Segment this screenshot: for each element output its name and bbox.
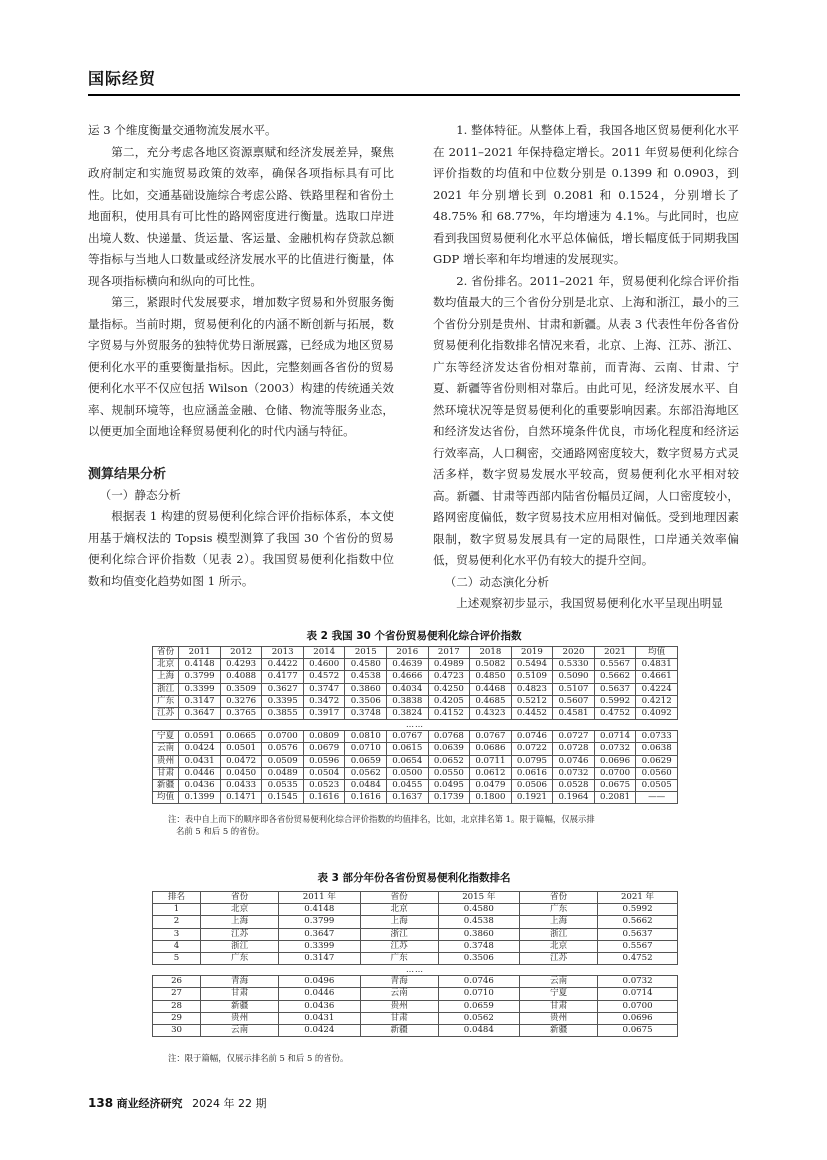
- table-cell: 0.4224: [636, 683, 678, 695]
- table-cell: 0.3399: [279, 940, 360, 952]
- table-cell: 0.0591: [179, 731, 221, 743]
- table-cell: 0.0732: [594, 743, 636, 755]
- table-cell: 0.4468: [470, 683, 512, 695]
- table-header-cell: 2019: [511, 647, 553, 659]
- table-cell: 0.3472: [303, 695, 345, 707]
- table-cell: 0.0728: [553, 743, 595, 755]
- table-cell: 0.5637: [594, 683, 636, 695]
- table-cell: 0.5992: [594, 695, 636, 707]
- table-cell: 0.0679: [303, 743, 345, 755]
- table-cell: 0.4580: [438, 904, 519, 916]
- table-cell: 0.4538: [345, 671, 387, 683]
- table-cell: 0.4422: [262, 659, 304, 671]
- table-cell: 贵州: [360, 1000, 438, 1012]
- table-cell: 0.4600: [303, 659, 345, 671]
- table-cell: 0.5567: [598, 940, 678, 952]
- table-row: [153, 780, 678, 792]
- table-cell: 0.3147: [279, 953, 360, 965]
- table-header-cell: 省份: [520, 892, 598, 904]
- table-cell: 贵州: [153, 755, 179, 767]
- table-cell: 甘肃: [201, 988, 279, 1000]
- table-cell: 0.5109: [511, 671, 553, 683]
- table-cell: 0.1800: [470, 792, 512, 804]
- table-cell: 江苏: [520, 953, 598, 965]
- table-cell: 0.0550: [428, 767, 470, 779]
- table-cell: 0.0433: [220, 780, 262, 792]
- table-cell: 0.3647: [279, 928, 360, 940]
- table-cell: 0.4666: [387, 671, 429, 683]
- table-row: [153, 916, 678, 928]
- table-cell: 0.5567: [594, 659, 636, 671]
- table-cell: 0.0767: [387, 731, 429, 743]
- table-cell: 0.3147: [179, 695, 221, 707]
- table-cell: 新疆: [520, 1025, 598, 1037]
- table-cell: 0.1616: [303, 792, 345, 804]
- table-cell: 4: [153, 940, 201, 952]
- table-cell: 北京: [153, 659, 179, 671]
- table-cell: 0.4088: [220, 671, 262, 683]
- table-cell: 0.1399: [179, 792, 221, 804]
- table-cell: 0.0732: [553, 767, 595, 779]
- table-cell: 0.0431: [279, 1012, 360, 1024]
- table-row: [153, 683, 678, 695]
- table-cell: 0.3838: [387, 695, 429, 707]
- table-cell: 0.0576: [262, 743, 304, 755]
- table-cell: 0.4293: [220, 659, 262, 671]
- table-cell: 0.0523: [303, 780, 345, 792]
- journal-issue: 2024 年 22 期: [192, 1097, 267, 1110]
- table-cell: 0.4538: [438, 916, 519, 928]
- table-cell: 青海: [201, 976, 279, 988]
- table-row: [153, 743, 678, 755]
- table-cell: 0.0505: [636, 780, 678, 792]
- table-cell: 0.0810: [345, 731, 387, 743]
- table-cell: 0.4212: [636, 695, 678, 707]
- table-cell: 1: [153, 904, 201, 916]
- table-cell: 0.3276: [220, 695, 262, 707]
- table-row: [153, 755, 678, 767]
- table-row: [153, 976, 678, 988]
- table-row: [153, 953, 678, 965]
- table-cell: 0.3917: [303, 708, 345, 720]
- table-cell: 0.3509: [220, 683, 262, 695]
- table2: [152, 646, 678, 804]
- table-cell: 0.0450: [220, 767, 262, 779]
- table-cell: 0.0616: [511, 767, 553, 779]
- table-cell: 0.3748: [345, 708, 387, 720]
- ellipsis-cell: ……: [153, 965, 678, 976]
- table-cell: 0.0504: [303, 767, 345, 779]
- table-cell: 0.3765: [220, 708, 262, 720]
- table-cell: 0.3824: [387, 708, 429, 720]
- table-cell: 广东: [360, 953, 438, 965]
- table-cell: 0.5607: [553, 695, 595, 707]
- table-row: [153, 1000, 678, 1012]
- table-cell: 0.4723: [428, 671, 470, 683]
- page-number: 138: [88, 1096, 114, 1110]
- table-cell: 云南: [360, 988, 438, 1000]
- table-cell: 0.0675: [598, 1025, 678, 1037]
- table-cell: 0.0654: [387, 755, 429, 767]
- table-cell: 0.5082: [470, 659, 512, 671]
- table-cell: 0.0696: [598, 1012, 678, 1024]
- table-cell: 0.3860: [345, 683, 387, 695]
- table-cell: 0.3647: [179, 708, 221, 720]
- table-header-cell: 2016: [387, 647, 429, 659]
- table-cell: 0.0562: [345, 767, 387, 779]
- table-row: [153, 904, 678, 916]
- table-cell: 0.3799: [279, 916, 360, 928]
- table-cell: 0.0711: [470, 755, 512, 767]
- table-cell: 0.0431: [179, 755, 221, 767]
- table-header-cell: 2011 年: [279, 892, 360, 904]
- table-row: [153, 988, 678, 1000]
- table-cell: 0.1739: [428, 792, 470, 804]
- table-cell: 0.4850: [470, 671, 512, 683]
- table-header-cell: 排名: [153, 892, 201, 904]
- table-cell: 0.3860: [438, 928, 519, 940]
- table-header-cell: 省份: [201, 892, 279, 904]
- table-cell: 0.4823: [511, 683, 553, 695]
- table-cell: 0.4661: [636, 671, 678, 683]
- table-cell: 0.2081: [594, 792, 636, 804]
- table-header-cell: 2015 年: [438, 892, 519, 904]
- table-row: [153, 928, 678, 940]
- table-cell: 0.0535: [262, 780, 304, 792]
- table-row: [153, 695, 678, 707]
- table2-note-line2: 名前 5 和后 5 的省份。: [176, 826, 265, 836]
- table-header-row: [153, 892, 678, 904]
- table-header-cell: 2020: [553, 647, 595, 659]
- table-header-cell: 2014: [303, 647, 345, 659]
- table-cell: 0.0489: [262, 767, 304, 779]
- table-header-cell: 2015: [345, 647, 387, 659]
- table-cell: 上海: [201, 916, 279, 928]
- journal-name: 商业经济研究: [116, 1097, 183, 1110]
- table-cell: 广东: [520, 904, 598, 916]
- table-cell: 0.0638: [636, 743, 678, 755]
- table-header-cell: 2017: [428, 647, 470, 659]
- table-row: [153, 1012, 678, 1024]
- table-cell: 0.0767: [470, 731, 512, 743]
- table-cell: 0.0506: [511, 780, 553, 792]
- table-row: [153, 940, 678, 952]
- table-cell: 3: [153, 928, 201, 940]
- table-cell: 0.3799: [179, 671, 221, 683]
- table-cell: 甘肃: [153, 767, 179, 779]
- table-cell: 0.4152: [428, 708, 470, 720]
- table-cell: 0.0732: [598, 976, 678, 988]
- table-cell: 0.3506: [438, 953, 519, 965]
- table-cell: 0.0484: [438, 1025, 519, 1037]
- table-ellipsis-row: [153, 720, 678, 731]
- table-cell: 0.0686: [470, 743, 512, 755]
- table-cell: 0.4177: [262, 671, 304, 683]
- table-cell: 0.4581: [553, 708, 595, 720]
- table-cell: 26: [153, 976, 201, 988]
- table-cell: 0.0596: [303, 755, 345, 767]
- table-cell: 0.3399: [179, 683, 221, 695]
- body-paragraph: 上述观察初步显示，我国贸易便利化水平呈现出明显: [456, 596, 723, 610]
- table-cell: 0.5212: [511, 695, 553, 707]
- table-cell: 0.4092: [636, 708, 678, 720]
- table-cell: 0.0436: [179, 780, 221, 792]
- table-cell: 0.3506: [345, 695, 387, 707]
- table-cell: 0.0446: [179, 767, 221, 779]
- table-cell: 新疆: [360, 1025, 438, 1037]
- table-header-cell: 2012: [220, 647, 262, 659]
- table-cell: 0.0446: [279, 988, 360, 1000]
- table-header-cell: 省份: [153, 647, 179, 659]
- table-cell: 0.4752: [598, 953, 678, 965]
- table-cell: 0.5107: [553, 683, 595, 695]
- table-cell: 新疆: [201, 1000, 279, 1012]
- table-cell: 0.0700: [262, 731, 304, 743]
- subsection-heading: （二）动态演化分析: [444, 574, 549, 589]
- table-cell: 0.0659: [345, 755, 387, 767]
- table-cell: 0.0746: [511, 731, 553, 743]
- subsection-heading: （一）静态分析: [99, 487, 181, 502]
- ellipsis-cell: ……: [153, 720, 678, 731]
- table-cell: 30: [153, 1025, 201, 1037]
- table-cell: 27: [153, 988, 201, 1000]
- table-cell: 上海: [153, 671, 179, 683]
- table-cell: 0.0710: [345, 743, 387, 755]
- table-cell: 0.0768: [428, 731, 470, 743]
- table-cell: 0.3855: [262, 708, 304, 720]
- table-cell: 0.0500: [387, 767, 429, 779]
- table-cell: 均值: [153, 792, 179, 804]
- table-cell: 云南: [201, 1025, 279, 1037]
- table-cell: 0.4685: [470, 695, 512, 707]
- page-footer: [88, 1095, 267, 1111]
- table-cell: 0.4580: [345, 659, 387, 671]
- table-cell: 0.0495: [428, 780, 470, 792]
- table-header-cell: 均值: [636, 647, 678, 659]
- table-cell: 0.0652: [428, 755, 470, 767]
- table-header-cell: 2021 年: [598, 892, 678, 904]
- table-cell: 上海: [520, 916, 598, 928]
- table-cell: 浙江: [520, 928, 598, 940]
- table-cell: 0.0501: [220, 743, 262, 755]
- table-cell: 0.0436: [279, 1000, 360, 1012]
- table-cell: 贵州: [201, 1012, 279, 1024]
- table-row: [153, 767, 678, 779]
- table-cell: 0.4148: [179, 659, 221, 671]
- body-paragraph: 第二，充分考虑各地区资源禀赋和经济发展差异，聚焦政府制定和实施贸易政策的效率，确保各项指标具有可比性。比如，交通基础设施综合考虑公路、铁路里程和省份土地面积，使用具有可比性的路网密度进行衡量。选取口岸进出境人数、快递量、货运量、客运量、金融机构存贷款总额等指标与当地人口数量或经济发展水平的比值进行衡量，体现各项指标横向和纵向的可比性。: [88, 144, 394, 288]
- table-cell: 0.0496: [279, 976, 360, 988]
- table3-note: 注：限于篇幅，仅展示排名前 5 和后 5 的省份。: [168, 1053, 349, 1063]
- table-cell: 0.3747: [303, 683, 345, 695]
- table2-note-line1: 注：表中自上而下的顺序即各省份贸易便利化综合评价指数的均值排名，比如，北京排名第 1。限于篇幅，仅展示排: [168, 814, 595, 824]
- section-header: 国际经贸: [88, 69, 157, 88]
- table-header-row: [153, 647, 678, 659]
- table-cell: 0.0479: [470, 780, 512, 792]
- table-cell: 0.0746: [553, 755, 595, 767]
- table-cell: 0.1921: [511, 792, 553, 804]
- table-cell: ——: [636, 792, 678, 804]
- table-cell: 0.0455: [387, 780, 429, 792]
- body-paragraph: 运 3 个维度衡量交通物流发展水平。: [88, 123, 277, 137]
- table-row: [153, 671, 678, 683]
- table-cell: 北京: [520, 940, 598, 952]
- table-cell: 青海: [360, 976, 438, 988]
- table-header-cell: 2018: [470, 647, 512, 659]
- table2-note: [168, 813, 673, 837]
- table-cell: 0.0639: [428, 743, 470, 755]
- table-cell: 0.0665: [220, 731, 262, 743]
- body-paragraph: 第三，紧跟时代发展要求，增加数字贸易和外贸服务衡量指标。当前时期，贸易便利化的内涵不断创新与拓展，数字贸易与外贸服务的独特优势日渐展露，已经成为地区贸易便利化水平的重要衡量指标。因此，完整刻画各省份的贸易便利化水平不仅应包括 Wilson（2003）构建的传统通关效率、规制环境等，也应涵盖金融、仓储、物流等服务业态，以便更加全面地诠释贸易便利化的时代内涵与特征。: [88, 295, 394, 438]
- table-cell: 0.0560: [636, 767, 678, 779]
- table-cell: 0.0615: [387, 743, 429, 755]
- table-cell: 0.5330: [553, 659, 595, 671]
- table-cell: 0.0696: [594, 755, 636, 767]
- section-heading: 测算结果分析: [88, 466, 167, 482]
- table-cell: 5: [153, 953, 201, 965]
- table-cell: 江苏: [201, 928, 279, 940]
- table-cell: 0.4205: [428, 695, 470, 707]
- table-cell: 贵州: [520, 1012, 598, 1024]
- table-cell: 宁夏: [520, 988, 598, 1000]
- table-cell: 0.4572: [303, 671, 345, 683]
- table-cell: 0.0700: [594, 767, 636, 779]
- table-header-cell: 2013: [262, 647, 304, 659]
- table-cell: 北京: [360, 904, 438, 916]
- table-cell: 2: [153, 916, 201, 928]
- table-header-cell: 2021: [594, 647, 636, 659]
- table-cell: 0.0509: [262, 755, 304, 767]
- table-cell: 江苏: [360, 940, 438, 952]
- table-cell: 0.0733: [636, 731, 678, 743]
- table-cell: 0.0714: [598, 988, 678, 1000]
- table-ellipsis-row: [153, 965, 678, 976]
- table-cell: 0.4452: [511, 708, 553, 720]
- table2-caption: 表 2 我国 30 个省份贸易便利化综合评价指数: [306, 630, 522, 642]
- table-cell: 0.4034: [387, 683, 429, 695]
- table-cell: 0.3395: [262, 695, 304, 707]
- table-cell: 0.1471: [220, 792, 262, 804]
- table3-caption: 表 3 部分年份各省份贸易便利化指数排名: [317, 872, 511, 884]
- table-cell: 0.0424: [279, 1025, 360, 1037]
- table-cell: 0.0727: [553, 731, 595, 743]
- table-cell: 甘肃: [360, 1012, 438, 1024]
- table-cell: 0.0562: [438, 1012, 519, 1024]
- table-cell: 云南: [153, 743, 179, 755]
- body-paragraph: 1. 整体特征。从整体上看，我国各地区贸易便利化水平在 2011–2021 年保持稳定增长。2011 年贸易便利化综合评价指数的均值和中位数分别是 0.1399 和 0.0903，到 2021 年分别增长到 0.2081 和 0.1524，分别增长了 48.75% 和 68.77%，年均增速为 4.1%。与此同时，也应看到我国贸易便利化水平总体偏低，增长幅度低于同期我国 GDP 增长率和年均增速的发展现实。: [433, 123, 739, 266]
- table-cell: 29: [153, 1012, 201, 1024]
- table-cell: 0.0472: [220, 755, 262, 767]
- table-cell: 0.4989: [428, 659, 470, 671]
- table-cell: 0.0659: [438, 1000, 519, 1012]
- table-cell: 0.4148: [279, 904, 360, 916]
- table-cell: 宁夏: [153, 731, 179, 743]
- table-row: [153, 708, 678, 720]
- table-cell: 0.1545: [262, 792, 304, 804]
- table-row: [153, 1025, 678, 1037]
- table-cell: 0.1964: [553, 792, 595, 804]
- table-cell: 0.0528: [553, 780, 595, 792]
- table-cell: 上海: [360, 916, 438, 928]
- table-cell: 广东: [201, 953, 279, 965]
- table-cell: 甘肃: [520, 1000, 598, 1012]
- table-cell: 0.5494: [511, 659, 553, 671]
- table-cell: 0.5992: [598, 904, 678, 916]
- table-cell: 江苏: [153, 708, 179, 720]
- table-cell: 0.1637: [387, 792, 429, 804]
- table-header-cell: 省份: [360, 892, 438, 904]
- table-cell: 0.4831: [636, 659, 678, 671]
- table-cell: 云南: [520, 976, 598, 988]
- left-column: [88, 120, 394, 592]
- table-cell: 0.0612: [470, 767, 512, 779]
- table-cell: 北京: [201, 904, 279, 916]
- table-cell: 0.5662: [594, 671, 636, 683]
- table-cell: 0.0795: [511, 755, 553, 767]
- table-cell: 0.0424: [179, 743, 221, 755]
- table3: [152, 891, 678, 1037]
- table-cell: 0.0629: [636, 755, 678, 767]
- table-cell: 0.4250: [428, 683, 470, 695]
- table-cell: 广东: [153, 695, 179, 707]
- table-cell: 浙江: [153, 683, 179, 695]
- table-cell: 0.0722: [511, 743, 553, 755]
- table-cell: 0.4323: [470, 708, 512, 720]
- table-row: [153, 731, 678, 743]
- table-cell: 0.4639: [387, 659, 429, 671]
- header-rule: [88, 94, 740, 96]
- table-cell: 0.5637: [598, 928, 678, 940]
- table-cell: 0.3748: [438, 940, 519, 952]
- table-cell: 0.5090: [553, 671, 595, 683]
- table-cell: 0.0714: [594, 731, 636, 743]
- table-cell: 0.0484: [345, 780, 387, 792]
- table-cell: 0.0710: [438, 988, 519, 1000]
- table-cell: 0.0700: [598, 1000, 678, 1012]
- body-paragraph: 根据表 1 构建的贸易便利化综合评价指标体系，本文使用基于熵权法的 Topsis 模型测算了我国 30 个省份的贸易便利化综合评价指数（见表 2）。我国贸易便利化指数中位数和均值变化趋势如图 1 所示。: [88, 509, 394, 588]
- table-cell: 0.4752: [594, 708, 636, 720]
- table-cell: 0.0746: [438, 976, 519, 988]
- table-cell: 0.5662: [598, 916, 678, 928]
- table-cell: 0.3627: [262, 683, 304, 695]
- body-paragraph: 2. 省份排名。2011–2021 年，贸易便利化综合评价指数均值最大的三个省份分别是北京、上海和浙江，最小的三个省份分别是贵州、甘肃和新疆。从表 3 代表性年份各省份贸易便利化指数排名情况来看，北京、上海、江苏、浙江、广东等经济发达省份相对靠前，而青海、云南、甘肃、宁夏、新疆等省份则相对靠后。由此可见，经济发展水平、自然环境状况等是贸易便利化的重要影响因素。东部沿海地区和经济发达省份，自然环境条件优良，市场化程度和经济运行效率高，人口稠密，交通路网密度较大，数字贸易方式灵活多样，数字贸易发展水平较高，贸易便利化水平相对较高。新疆、甘肃等西部内陆省份幅员辽阔，人口密度较小，路网密度偏低，数字贸易技术应用相对偏低。受到地理因素限制，数字贸易发展具有一定的局限性，口岸通关效率偏低，贸易便利化水平仍有较大的提升空间。: [433, 273, 739, 567]
- table-cell: 0.0809: [303, 731, 345, 743]
- table-row: [153, 792, 678, 804]
- table-cell: 浙江: [360, 928, 438, 940]
- table-cell: 0.0675: [594, 780, 636, 792]
- table-header-cell: 2011: [179, 647, 221, 659]
- table-cell: 0.1616: [345, 792, 387, 804]
- right-column: [433, 120, 739, 615]
- table-cell: 浙江: [201, 940, 279, 952]
- table-row: [153, 659, 678, 671]
- table-cell: 新疆: [153, 780, 179, 792]
- table-cell: 28: [153, 1000, 201, 1012]
